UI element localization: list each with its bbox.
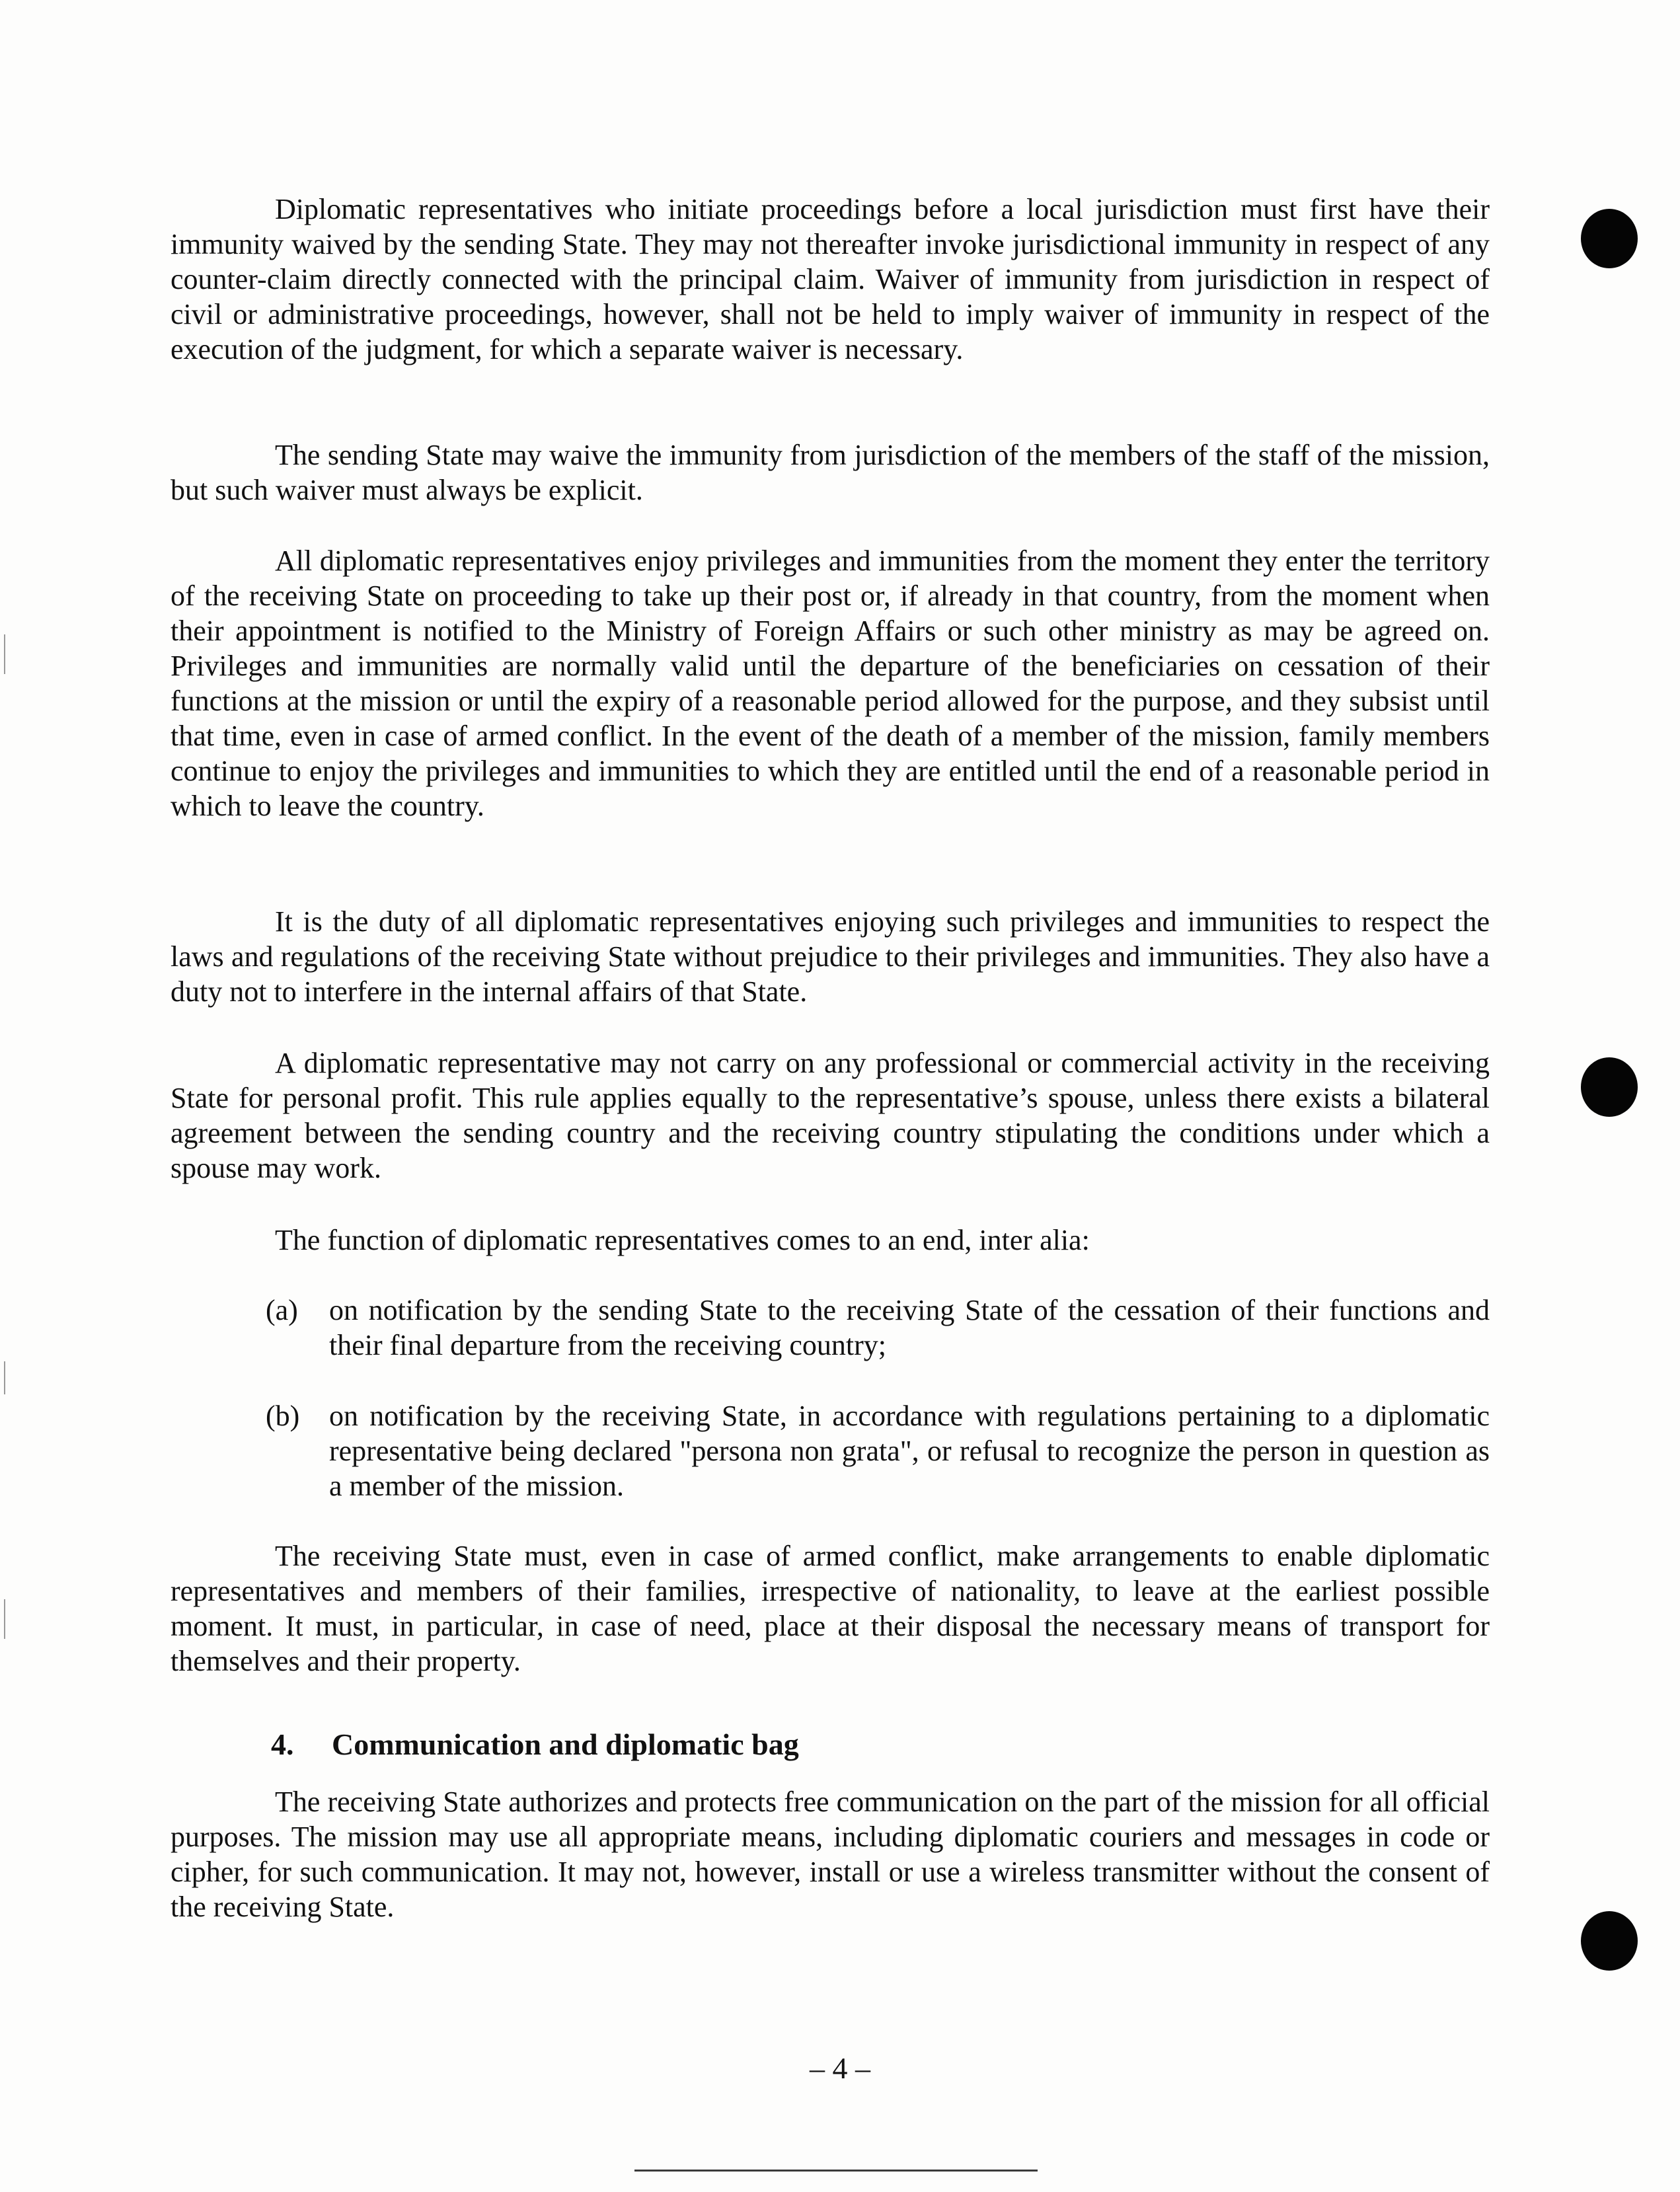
bottom-rule <box>634 2170 1038 2172</box>
scan-margin-mark <box>4 1599 5 1639</box>
punch-hole-middle <box>1581 1057 1638 1117</box>
paragraph-duty-respect-laws: It is the duty of all diplomatic representatives enjoying such privileges and immunities to respect the laws and regulations of the receiving State without prejudice to their privileges and immunities. They also have a duty not to interfere in the internal affairs of that State. <box>171 905 1490 1008</box>
section-title: Communication and diplomatic bag <box>332 1727 799 1761</box>
list-item-a <box>266 1293 1490 1363</box>
section-number: 4. <box>271 1727 294 1761</box>
list-marker-b: (b) <box>266 1400 300 1432</box>
paragraph-free-communication: The receiving State authorizes and protects free communication on the part of the mission for all official purposes. The mission may use all appropriate means, including diplomatic couriers and messages in code or cipher, for such communication. It may not, however, install or use a wireless transmitter without the consent of the receiving State. <box>171 1786 1490 1923</box>
paragraph-waiver-proceedings: Diplomatic representatives who initiate proceedings before a local jurisdiction must first have their immunity waived by the sending State. They may not thereafter invoke jurisdictional immunity in respect of any counter-claim directly connected with the principal claim. Waiver of immunity from jurisdiction in respect of civil or administrative proceedings, however, shall not be held to imply waiver of immunity in respect of the execution of the judgment, for which a separate waiver is necessary. <box>171 193 1490 365</box>
paragraph-armed-conflict-departure: The receiving State must, even in case of armed conflict, make arrangements to enable diplomatic representatives and members of their families, irrespective of nationality, to leave at the earliest possible moment. It must, in particular, in case of need, place at their disposal the necessary means of transport for themselves and their property. <box>171 1540 1490 1677</box>
paragraph-function-end-intro: The function of diplomatic representatives comes to an end, inter alia: <box>275 1224 1090 1256</box>
paragraph-privileges-duration: All diplomatic representatives enjoy privileges and immunities from the moment they enter the territory of the receiving State on proceeding to take up their post or, if already in that country, from the moment when their appointment is notified to the Ministry of Foreign Affairs or such other ministry as may be agreed on. Privileges and immunities are normally valid until the departure of the beneficiaries on cessation of their functions at the mission or until the expiry of a reasonable period allowed for the purpose, and they subsist until that time, even in case of armed conflict. In the event of the death of a member of the mission, family members continue to enjoy the privileges and immunities to which they are entitled until the end of a reasonable period in which to leave the country. <box>171 545 1490 822</box>
list-item-b <box>266 1398 1490 1503</box>
paragraph-staff-waiver: The sending State may waive the immunity from jurisdiction of the members of the staff of the mission, but such waiver must always be explicit. <box>171 439 1490 506</box>
scan-margin-mark <box>4 1361 5 1394</box>
list-marker-a: (a) <box>266 1294 298 1326</box>
punch-hole-top <box>1581 209 1638 268</box>
punch-hole-bottom <box>1581 1911 1638 1971</box>
list-text-b: on notification by the receiving State, in accordance with regulations pertaining to a diplomatic representative being declared "persona non grata", or refusal to recognize the person in question as a member of the mission. <box>329 1400 1490 1502</box>
section-heading <box>271 1726 799 1763</box>
scan-margin-mark <box>4 634 5 674</box>
page-number: – 4 – <box>810 2051 870 2085</box>
list-text-a: on notification by the sending State to the receiving State of the cessation of their functions and their final departure from the receiving country; <box>329 1294 1490 1361</box>
paragraph-commercial-activity: A diplomatic representative may not carry on any professional or commercial activity in the receiving State for personal profit. This rule applies equally to the representative’s spouse, unless there exists a bilateral agreement between the sending country and the receiving country stipulating the conditions under which a spouse may work. <box>171 1047 1490 1184</box>
